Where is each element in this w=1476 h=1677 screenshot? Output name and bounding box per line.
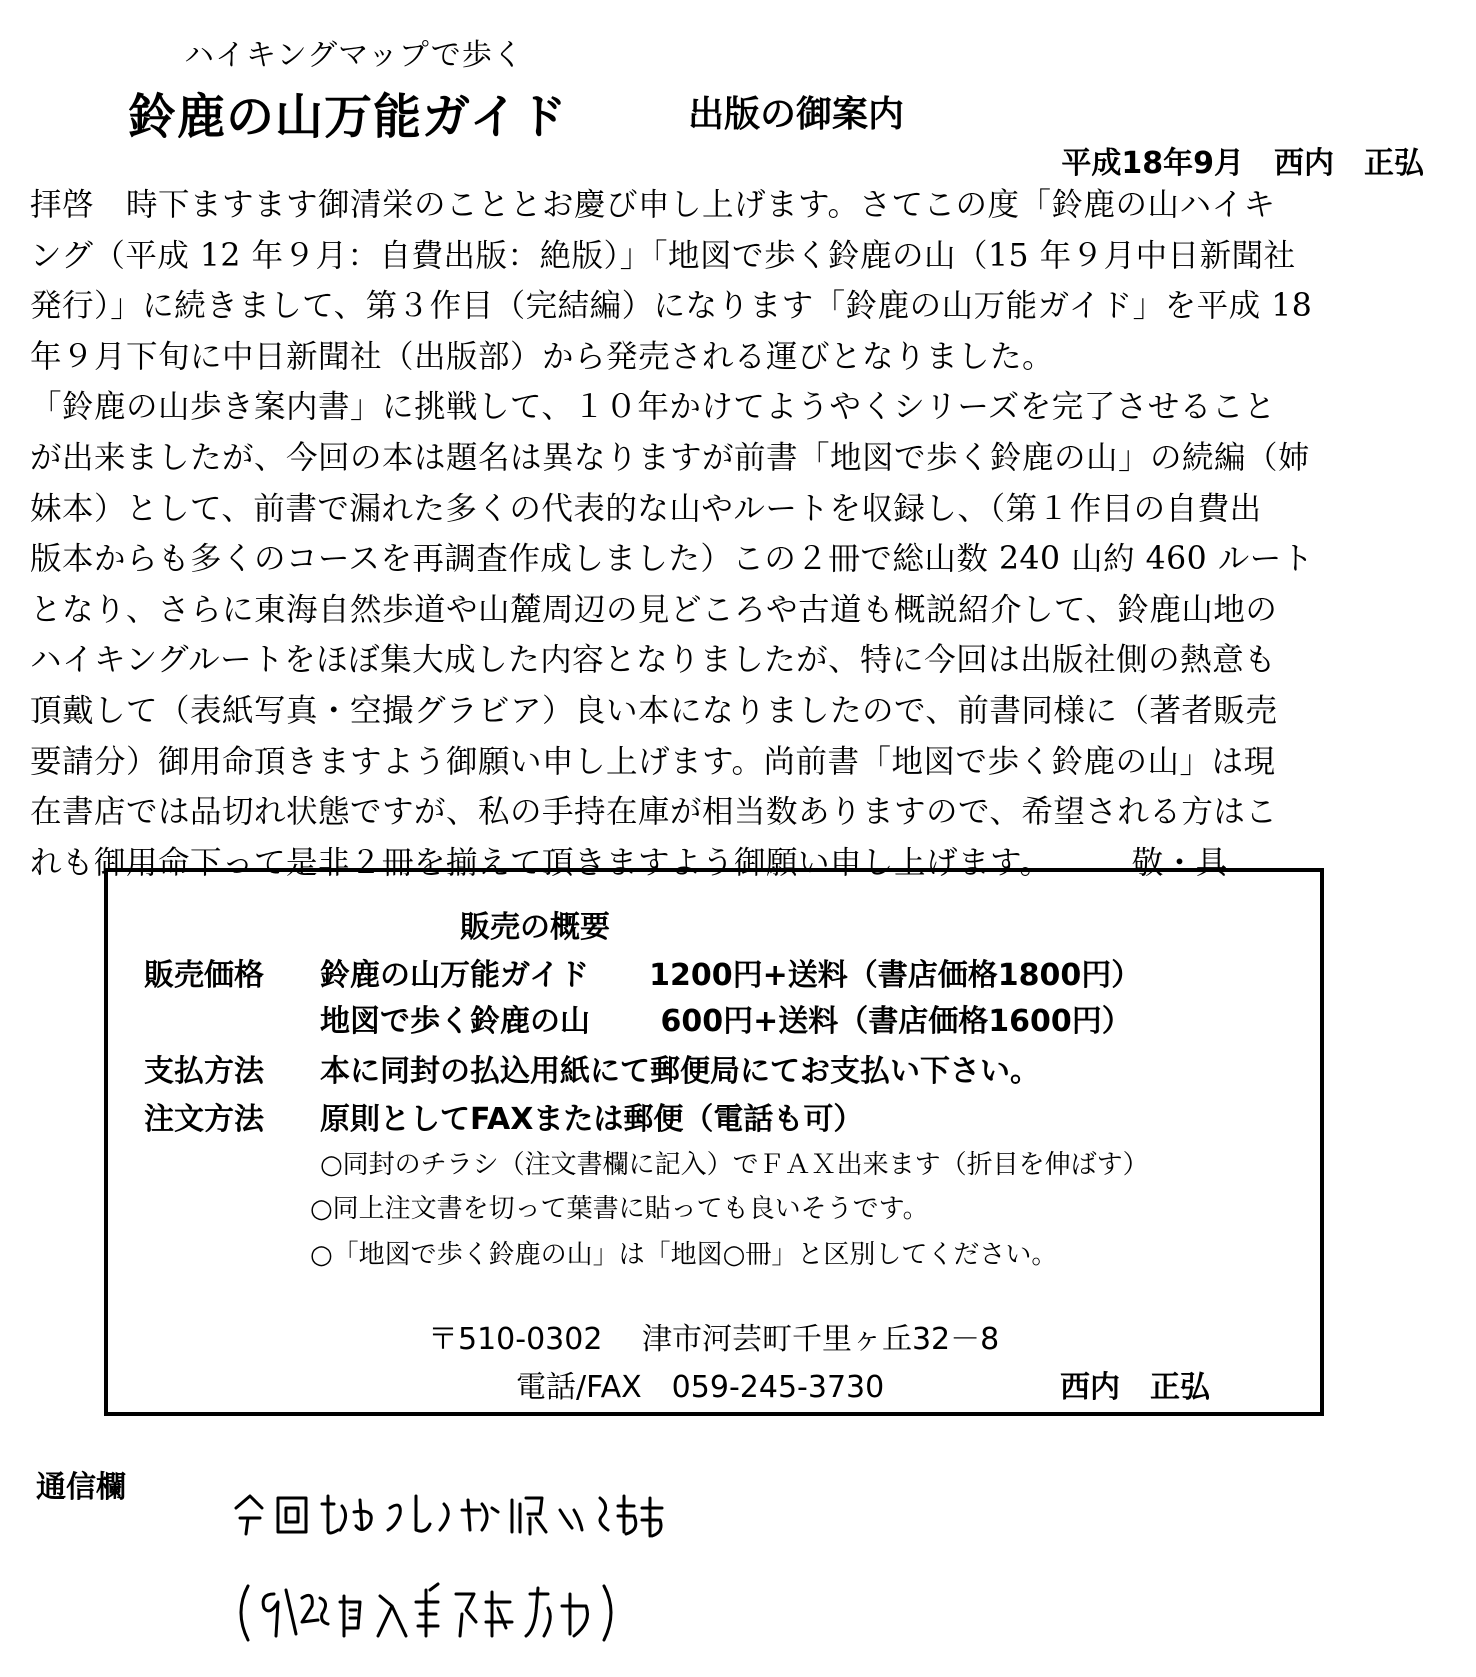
letter-line: ハイキングルートをほぼ集大成した内容となりましたが、特に今回は出版社側の熱意も: [30, 642, 1277, 679]
order-label: 注文方法: [144, 1102, 264, 1137]
order-note: ○同上注文書を切って葉書に貼っても良いそうです。: [310, 1194, 929, 1224]
sales-summary-box: [104, 868, 1324, 1416]
date-author: 平成18年9月 西内 正弘: [1061, 146, 1424, 181]
payment-row: [144, 1046, 1040, 1090]
order-text: 原則としてFAXまたは郵便（電話も可）: [320, 1102, 864, 1137]
postal-address: 〒510-0302 津市河芸町千里ヶ丘32－8: [428, 1322, 1000, 1357]
order-note: ○「地図で歩く鈴鹿の山」は「地図○冊」と区別してください。: [310, 1240, 1058, 1270]
handwritten-note: [230, 1490, 850, 1660]
price-line-2: 地図で歩く鈴鹿の山 600円+送料（書店価格1600円）: [320, 1004, 1132, 1039]
letter-line: 妹本）として、前書で漏れた多くの代表的な山やルートを収録し、（第１作目の自費出: [30, 490, 1262, 527]
letter-line: 在書店では品切れ状態ですが、私の手持在庫が相当数ありますので、希望される方はこ: [30, 794, 1278, 831]
subtitle: ハイキングマップで歩く: [184, 38, 524, 73]
price-line-1: 鈴鹿の山万能ガイド 1200円+送料（書店価格1800円）: [320, 958, 1142, 993]
order-row: [144, 1094, 863, 1138]
letter-line: となり、さらに東海自然歩道や山麓周辺の見どころや古道も概説紹介して、鈴鹿山地の: [30, 591, 1278, 628]
letter-line: 版本からも多くのコースを再調査作成しました）この２冊で総山数 240 山約 460 ルート: [30, 541, 1314, 578]
letter-line: 頂戴して（表紙写真・空撮グラビア）良い本になりましたので、前書同様に（著者販売: [30, 692, 1278, 729]
page-title: 鈴鹿の山万能ガイド: [128, 89, 568, 145]
announcement-title: 出版の御案内: [688, 94, 905, 135]
letter-line: 拝啓 時下ますます御清栄のこととお慶び申し上げます。さてこの度「鈴鹿の山ハイキ: [30, 187, 1276, 223]
letter-line: れも御用命下って是非２冊を揃えて頂きますよう御願い申し上げます。 敬・具: [30, 844, 1228, 881]
letter-body: [30, 180, 1430, 888]
phone-fax: 電話/FAX 059-245-3730: [516, 1370, 885, 1405]
price-row: [144, 950, 1141, 994]
letter-line: 発行）」に続きまして、第３作目（完結編）になります「鈴鹿の山万能ガイド」を平成 18: [30, 288, 1313, 325]
letter-line: ング（平成 12 年９月：自費出版：絶版）」「地図で歩く鈴鹿の山（15 年９月中日新聞社: [30, 237, 1296, 274]
sales-summary-title: 販売の概要: [460, 910, 610, 945]
letter-line: 「鈴鹿の山歩き案内書」に挑戦して、１０年かけてようやくシリーズを完了させること: [30, 389, 1276, 426]
memo-label: 通信欄: [36, 1470, 126, 1505]
order-note: ○同封のチラシ（注文書欄に記入）でＦＡＸ出来ます（折目を伸ばす）: [320, 1150, 1149, 1180]
letter-line: 要請分）御用命頂きますよう御願い申し上げます。尚前書「地図で歩く鈴鹿の山」は現: [30, 743, 1276, 780]
letter-line: が出来ましたが、今回の本は題名は異なりますが前書「地図で歩く鈴鹿の山」の続編（姉: [30, 439, 1311, 476]
letter-line: 年９月下旬に中日新聞社（出版部）から発売される運びとなりました。: [30, 338, 1055, 375]
price-row-2: [320, 996, 1132, 1040]
payment-text: 本に同封の払込用紙にて郵便局にてお支払い下さい。: [320, 1054, 1040, 1089]
payment-label: 支払方法: [144, 1054, 264, 1089]
price-label: 販売価格: [144, 958, 264, 993]
contact-name: 西内 正弘: [1060, 1370, 1210, 1405]
